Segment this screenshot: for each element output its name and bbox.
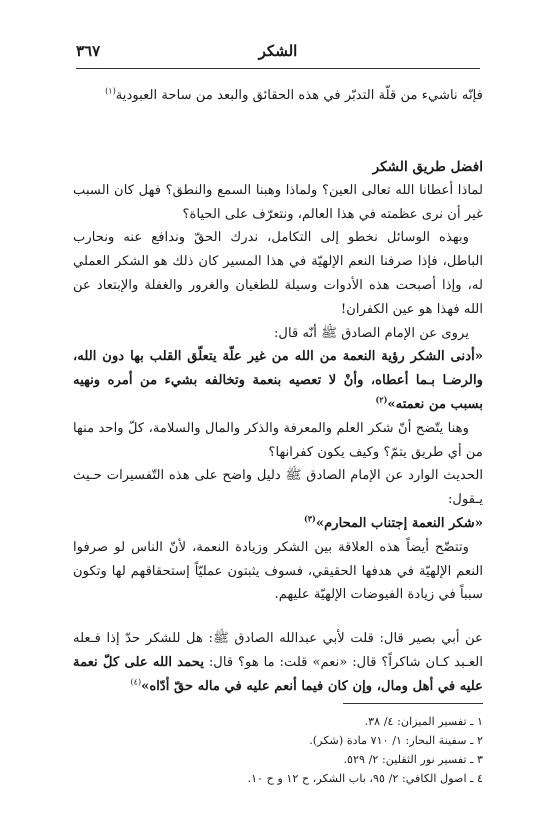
footnote-2: ٢ ـ سفينة البحار: ١/ ٧١٠ مادة (شكر). [309, 734, 483, 747]
paragraph-7: عن أبي بصير قال: قلت لأبي عبدالله الصادق ﷺ: هل للشكر حدّ إذا فـعله العـبد كـان شاكراً؟ قال: «نعم» قلت: ما هو؟ قال: يحمد الله على كلّ نعمة عليه في أهل ومال، وإن كان فيما أنعم عليه في ماله حقّ أدّاه»$^{(٤)}$ [73, 631, 483, 694]
footnote-4: ٤ ـ اصول الكافي: ٢/ ٩٥، باب الشكر، ح ١٢ و ح ١٠. [247, 772, 483, 785]
paragraph-6: وتتضّح أيضاً هذه العلاقة بين الشكر وزيادة النعمة، لأنّ الناس لو صرفوا النعم الإلهيّة في هدفها الحقيقي، فسوف يثبتون عمليّاً إستحقاقهم لها وتكون سبباً في زيادة الفيوضات الإلهيّة عليهم. [73, 539, 483, 603]
page-header [76, 38, 480, 69]
page-body [73, 84, 483, 699]
footnote-ref: (٣) [303, 513, 316, 524]
footnote-divider [343, 703, 483, 704]
footnote-ref: (٢) [375, 394, 388, 405]
paragraph-3: يروى عن الإمام الصادق ﷺ أنّه قال: [273, 325, 469, 341]
footnote-ref: (٤) [130, 677, 142, 687]
paragraph-5: الحديث الوارد عن الإمام الصادق ﷺ دليل واضح على هذه التّفسيرات حـيث يـقول: [73, 468, 483, 508]
intro-paragraph: فإنّه ناشيء من قلّة التدبّر في هذه الحقائق والبعد من ساحة العبودية$^{(١)}$ [105, 86, 483, 103]
quote-1: «أدنى الشكر رؤية النعمة من الله من غير علّة يتعلّق القلب بها دون الله، والرضـا بـما أعطاه، وأنْ لا تعصيه بنعمة وتخالفه بشيء من أمره ونهيه بسبب من نعمته»$^{(٢)}$ [73, 349, 483, 412]
footnotes [73, 703, 483, 788]
paragraph-1: لماذا أعطانا الله تعالى العين؟ ولماذا وهبنا السمع والنطق؟ فهل كان السبب غير أن نرى عظمته في هذا العالم، ونتعرّف على الحياة؟ [73, 182, 483, 222]
running-title: الشكر [258, 42, 298, 60]
footnote-ref: (١) [105, 86, 116, 96]
section-heading: افضل طريق الشكر [372, 158, 483, 175]
footnote-1: ١ ـ تفسير الميزان: ٤/ ٣٨. [364, 715, 483, 728]
paragraph-4: وهنا يتّضح أنّ شكر العلم والمعرفة والذكر والمال والسلامة، كلّ واحد منها من أي طريق يتمّ؟ وكيف يكون كفرانها؟ [73, 420, 483, 460]
quote-2: «شكر النعمة إجتناب المحارم»$^{(٣)}$ [303, 513, 483, 531]
paragraph-2: وبهذه الوسائل نخطو إلى التكامل، ندرك الحقّ وندافع عنه ونحارب الباطل، فإذا صرفنا النعم الإلهيّة في هذا المسير كان ذلك هو الشكر العملي له، وإذا أصبحت هذه الأدوات وسيلة للطغيان والغرور والغفلة والإبتعاد عن الله فهذا هو عين الكفران! [73, 230, 483, 317]
footnote-3: ٣ ـ تفسير نور الثقلين: ٢/ ٥٢٩. [343, 753, 483, 766]
page-number: ٣٦٧ [76, 42, 101, 60]
